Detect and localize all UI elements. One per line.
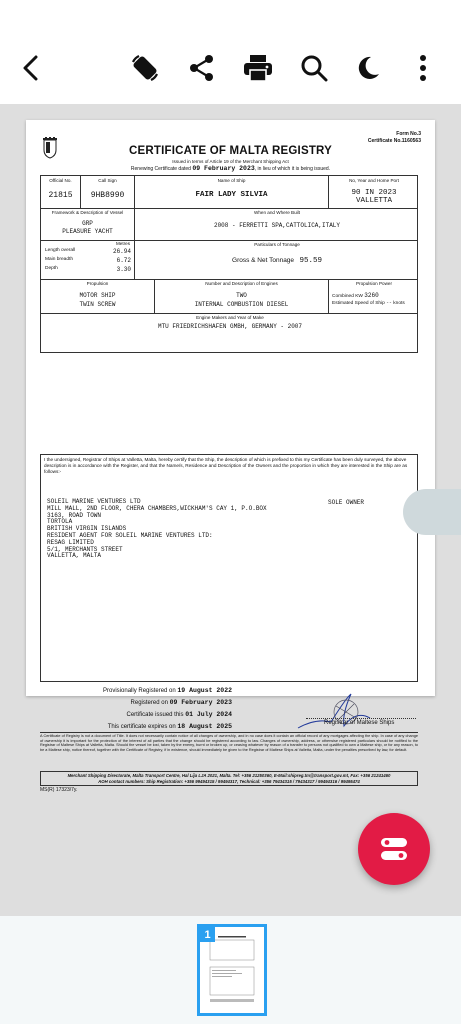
call-sign-cell: Call Sign 9HB8990 xyxy=(81,176,135,208)
share-icon[interactable] xyxy=(186,52,218,84)
built-cell: When and Where Built 2008 - FERRETTI SPA,CATTOLICA,ITALY xyxy=(213,210,341,229)
directorate-footer: Merchant Shipping Directorate, Malta Transport Centre, Hal Lija LJA 2021, Malta. Tel: +356 21250360, E-Mail:shipreg.tm@transport.gov.mt, Fax: +356 21241460 AOH contact numbers: Ship Registration: +356 99494315 / 99494317, Technical: +356 79434315 / 79434317 / 99494316 / 99495474 xyxy=(40,771,418,786)
dimension-row xyxy=(45,257,131,265)
night-mode-icon[interactable] xyxy=(352,52,384,84)
dimension-row xyxy=(45,248,131,256)
rotate-icon[interactable] xyxy=(129,52,161,84)
dimension-label: Depth xyxy=(45,266,58,271)
toggle-tools-icon xyxy=(379,834,409,864)
sole-owner-label: SOLE OWNER xyxy=(328,499,365,506)
dimensions-cell: Metres Length overall 26.94 Main breadth 6.72 Depth 3.30 xyxy=(41,240,135,279)
tools-fab-button[interactable] xyxy=(358,813,430,885)
official-number-cell: Official No. 21815 xyxy=(41,176,81,208)
top-toolbar xyxy=(0,0,461,104)
certificate-subtitle: Issued in terms of Article 19 of the Merchant Shipping Act xyxy=(172,159,289,164)
registrar-signature xyxy=(296,688,376,736)
ship-name-cell: Name of Ship FAIR LADY SILVIA xyxy=(135,176,329,208)
owners-list: SOLEIL MARINE VENTURES LTD MILL MALL, 2ND FLOOR, CHERA CHAMBERS,WICKHAM'S CAY 1, P.O.BOX 3163, ROAD TOWN TORTOLA BRITISH VIRGIN ISLANDS RESIDENT AGENT FOR SOLEIL MARINE VENTURES LTD: RESAG LIMITED 5/1, MERCHANTS STREET VALLETTA, MALTA xyxy=(47,498,267,560)
certify-statement: I the undersigned, Registrar of Ships at Valletta, Malta, hereby certify that the Ship, the description of which is prefixed to this my Certificate has been duly surveyed, the above description is in accordance with the Register, and that the Name/s, Residence and Description of the Owners and the proportion in which they are interested in the Ship are as follows:- xyxy=(44,457,408,474)
print-icon[interactable] xyxy=(242,52,274,84)
form-reference: MS(R) 17323/7y. xyxy=(40,787,78,793)
propulsion-power-cell: Propulsion Power Combined KW 3260 Estimated Speed of Ship -- knots xyxy=(332,281,405,306)
issued-line: Certificate issued this 01 July 2024 xyxy=(126,711,232,718)
certificate-title: CERTIFICATE OF MALTA REGISTRY xyxy=(129,145,332,157)
engine-makers-cell: Engine Makers and Year of Make MTU FRIEDRICHSHAFEN GMBH, GERMANY - 2007 xyxy=(157,315,303,330)
dimension-value: 3.30 xyxy=(116,266,131,273)
provisional-registered-line: Provisionally Registered on 19 August 2022 xyxy=(103,687,232,694)
registrar-title: Registrar of Maltese Ships xyxy=(324,720,395,726)
document-page xyxy=(26,120,435,793)
dimension-label: Length overall xyxy=(45,248,76,253)
form-number-block: Form No.3 Certificate No.1160563 xyxy=(367,131,421,144)
framework-cell: Framework & Description of Vessel GRP PLEASURE YACHT xyxy=(41,208,135,240)
dimension-row xyxy=(45,266,131,274)
engines-cell: Number and Description of Engines TWO INTERNAL COMBUSTION DIESEL xyxy=(155,279,329,313)
more-vertical-icon[interactable] xyxy=(407,52,439,84)
home-port-cell: No, Year and Home Port 90 IN 2023 VALLETTA xyxy=(349,178,399,205)
side-drawer-handle[interactable] xyxy=(403,489,461,535)
back-arrow-icon[interactable] xyxy=(15,52,47,84)
search-icon[interactable] xyxy=(298,52,330,84)
dimension-label: Main breadth xyxy=(45,257,73,262)
page-number-badge: 1 xyxy=(200,927,215,942)
tonnage-cell: Particulars of Tonnage Gross & Net Tonnage 95.59 xyxy=(232,242,322,265)
registered-line: Registered on 09 February 2023 xyxy=(130,699,232,706)
renewing-line: Renewing Certificate dated 09 February 2023, in lieu of which it is being issued. xyxy=(130,165,331,172)
page-thumbnail[interactable] xyxy=(197,924,267,1016)
propulsion-cell: Propulsion MOTOR SHIP TWIN SCREW xyxy=(41,279,155,313)
dimension-value: 26.94 xyxy=(112,248,131,255)
expiry-line: This certificate expires on 18 August 2025 xyxy=(107,723,232,730)
owners-section xyxy=(40,454,418,682)
dimension-value: 6.72 xyxy=(116,257,131,264)
registry-footnote: A Certificate of Registry is not a document of Title. It does not necessarily contain notice of all changes of ownership, and in no case does it contain an official record of any mortgages affecting the ship. In case of any change of ownership it is important for the protection of the interest of all parties that the change should be registered according to law. Changes of ownership, address, or otherwise registered particulars should be notified to the Registrar of Maltese Ships at Valletta, Malta. Should the vessel be lost, taken by the enemy, burnt or broken up, or ceasing whatever by reason of a transfer to persons not qualified to own a Maltese ship, or for any reason, to be a Maltese ship, notice thereof, together with the Certificate of Registry, if in existence, should immediately be given to the Registrar of Maltese Ships at Valletta, Malta, under the penalties prescribed by law, for default. xyxy=(40,734,418,753)
particulars-table xyxy=(40,175,418,353)
